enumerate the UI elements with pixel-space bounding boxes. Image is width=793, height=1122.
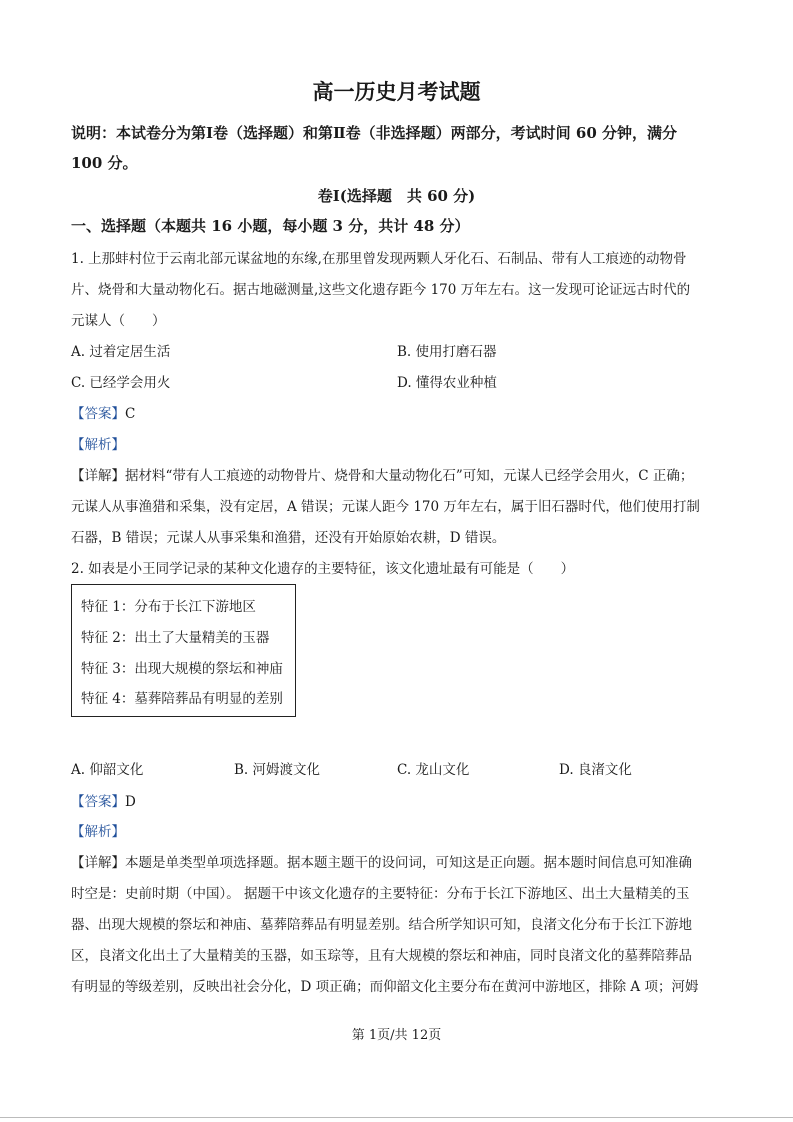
q2-detail-line-2: 时空是：史前时期（中国）。 据题干中该文化遗存的主要特征：分布于长江下游地区、出土大量精美的玉 <box>71 886 690 902</box>
q1-option-a[interactable]: A. 过着定居生活 <box>71 344 171 360</box>
q1-answer-tag: 【答案】 <box>71 406 125 422</box>
feature-table <box>71 584 296 717</box>
feature-row-1: 特征 1：分布于长江下游地区 <box>81 599 256 615</box>
q1-detail-line-2: 元谋人从事渔猎和采集，没有定居，A 错误；元谋人距今 170 万年左右，属于旧石器时代，他们使用打制 <box>71 499 700 515</box>
q2-option-c[interactable]: C. 龙山文化 <box>397 762 470 778</box>
q2-detail-text-1: 本题是单类型单项选择题。据本题主题干的设问词，可知这是正向题。据本题时间信息可知准确 <box>125 855 692 871</box>
q1-detail-line-1 <box>71 464 693 484</box>
q2-detail-tag: 【详解】 <box>71 855 125 871</box>
q2-option-d[interactable]: D. 良渚文化 <box>559 762 632 778</box>
instructions-line-1: 说明：本试卷分为第Ⅰ卷（选择题）和第Ⅱ卷（非选择题）两部分，考试时间 60 分钟，满分 <box>71 124 677 142</box>
q1-option-b[interactable]: B. 使用打磨石器 <box>397 344 497 360</box>
bottom-divider <box>0 1117 793 1118</box>
section-title: 卷Ⅰ(选择题 共 60 分) <box>317 187 476 205</box>
q2-option-b[interactable]: B. 河姆渡文化 <box>234 762 321 778</box>
q1-option-d[interactable]: D. 懂得农业种植 <box>397 375 497 391</box>
page-footer: 第 1页/共 12页 <box>351 1028 442 1043</box>
feature-row-4: 特征 4：墓葬陪葬品有明显的差别 <box>81 691 283 707</box>
q2-detail-line-5: 有明显的等级差别，反映出社会分化，D 项正确；而仰韶文化主要分布在黄河中游地区，排除 A 项；河姆 <box>71 979 699 995</box>
q1-stem-line-2: 片、烧骨和大量动物化石。据古地磁测量,这些文化遗存距今 170 万年左右。这一发现可论证远古时代的 <box>71 282 691 298</box>
q1-detail-tag: 【详解】 <box>71 468 125 484</box>
q2-option-a[interactable]: A. 仰韶文化 <box>71 762 144 778</box>
q1-analysis-tag: 【解析】 <box>71 437 125 453</box>
part-heading: 一、选择题（本题共 16 小题，每小题 3 分，共计 48 分） <box>71 217 470 235</box>
q2-answer-value: D <box>125 794 136 810</box>
page-title: 高一历史月考试题 <box>312 79 481 104</box>
q1-answer <box>71 402 135 422</box>
q1-stem-line-1: 1. 上那蚌村位于云南北部元谋盆地的东缘,在那里曾发现两颗人牙化石、石制品、带有人工痕迹的动物骨 <box>71 251 687 267</box>
q1-stem-line-3: 元谋人（ ） <box>71 313 166 329</box>
q2-detail-line-3: 器、出现大规模的祭坛和神庙、墓葬陪葬品有明显差别。结合所学知识可知，良渚文化分布于长江下游地 <box>71 917 692 933</box>
q1-answer-value: C <box>125 406 136 422</box>
feature-row-2: 特征 2：出土了大量精美的玉器 <box>81 630 270 646</box>
q2-analysis-tag: 【解析】 <box>71 824 125 840</box>
q2-detail-line-4: 区，良渚文化出土了大量精美的玉器，如玉琮等，且有大规模的祭坛和神庙，同时良渚文化的墓葬陪葬品 <box>71 948 692 964</box>
q2-answer-tag: 【答案】 <box>71 794 125 810</box>
feature-row-3: 特征 3：出现大规模的祭坛和神庙 <box>81 661 283 677</box>
instructions-line-2: 100 分。 <box>71 154 138 172</box>
q1-detail-text-1: 据材料“带有人工痕迹的动物骨片、烧骨和大量动物化石”可知，元谋人已经学会用火，C 正确； <box>125 468 694 484</box>
q1-option-c[interactable]: C. 已经学会用火 <box>71 375 171 391</box>
q2-stem: 2. 如表是小王同学记录的某种文化遗存的主要特征，该文化遗址最有可能是（ ） <box>71 561 575 577</box>
q1-detail-line-3: 石器，B 错误；元谋人从事采集和渔猎，还没有开始原始农耕，D 错误。 <box>71 530 506 546</box>
q2-answer <box>71 790 136 810</box>
q2-detail-line-1 <box>71 851 692 871</box>
